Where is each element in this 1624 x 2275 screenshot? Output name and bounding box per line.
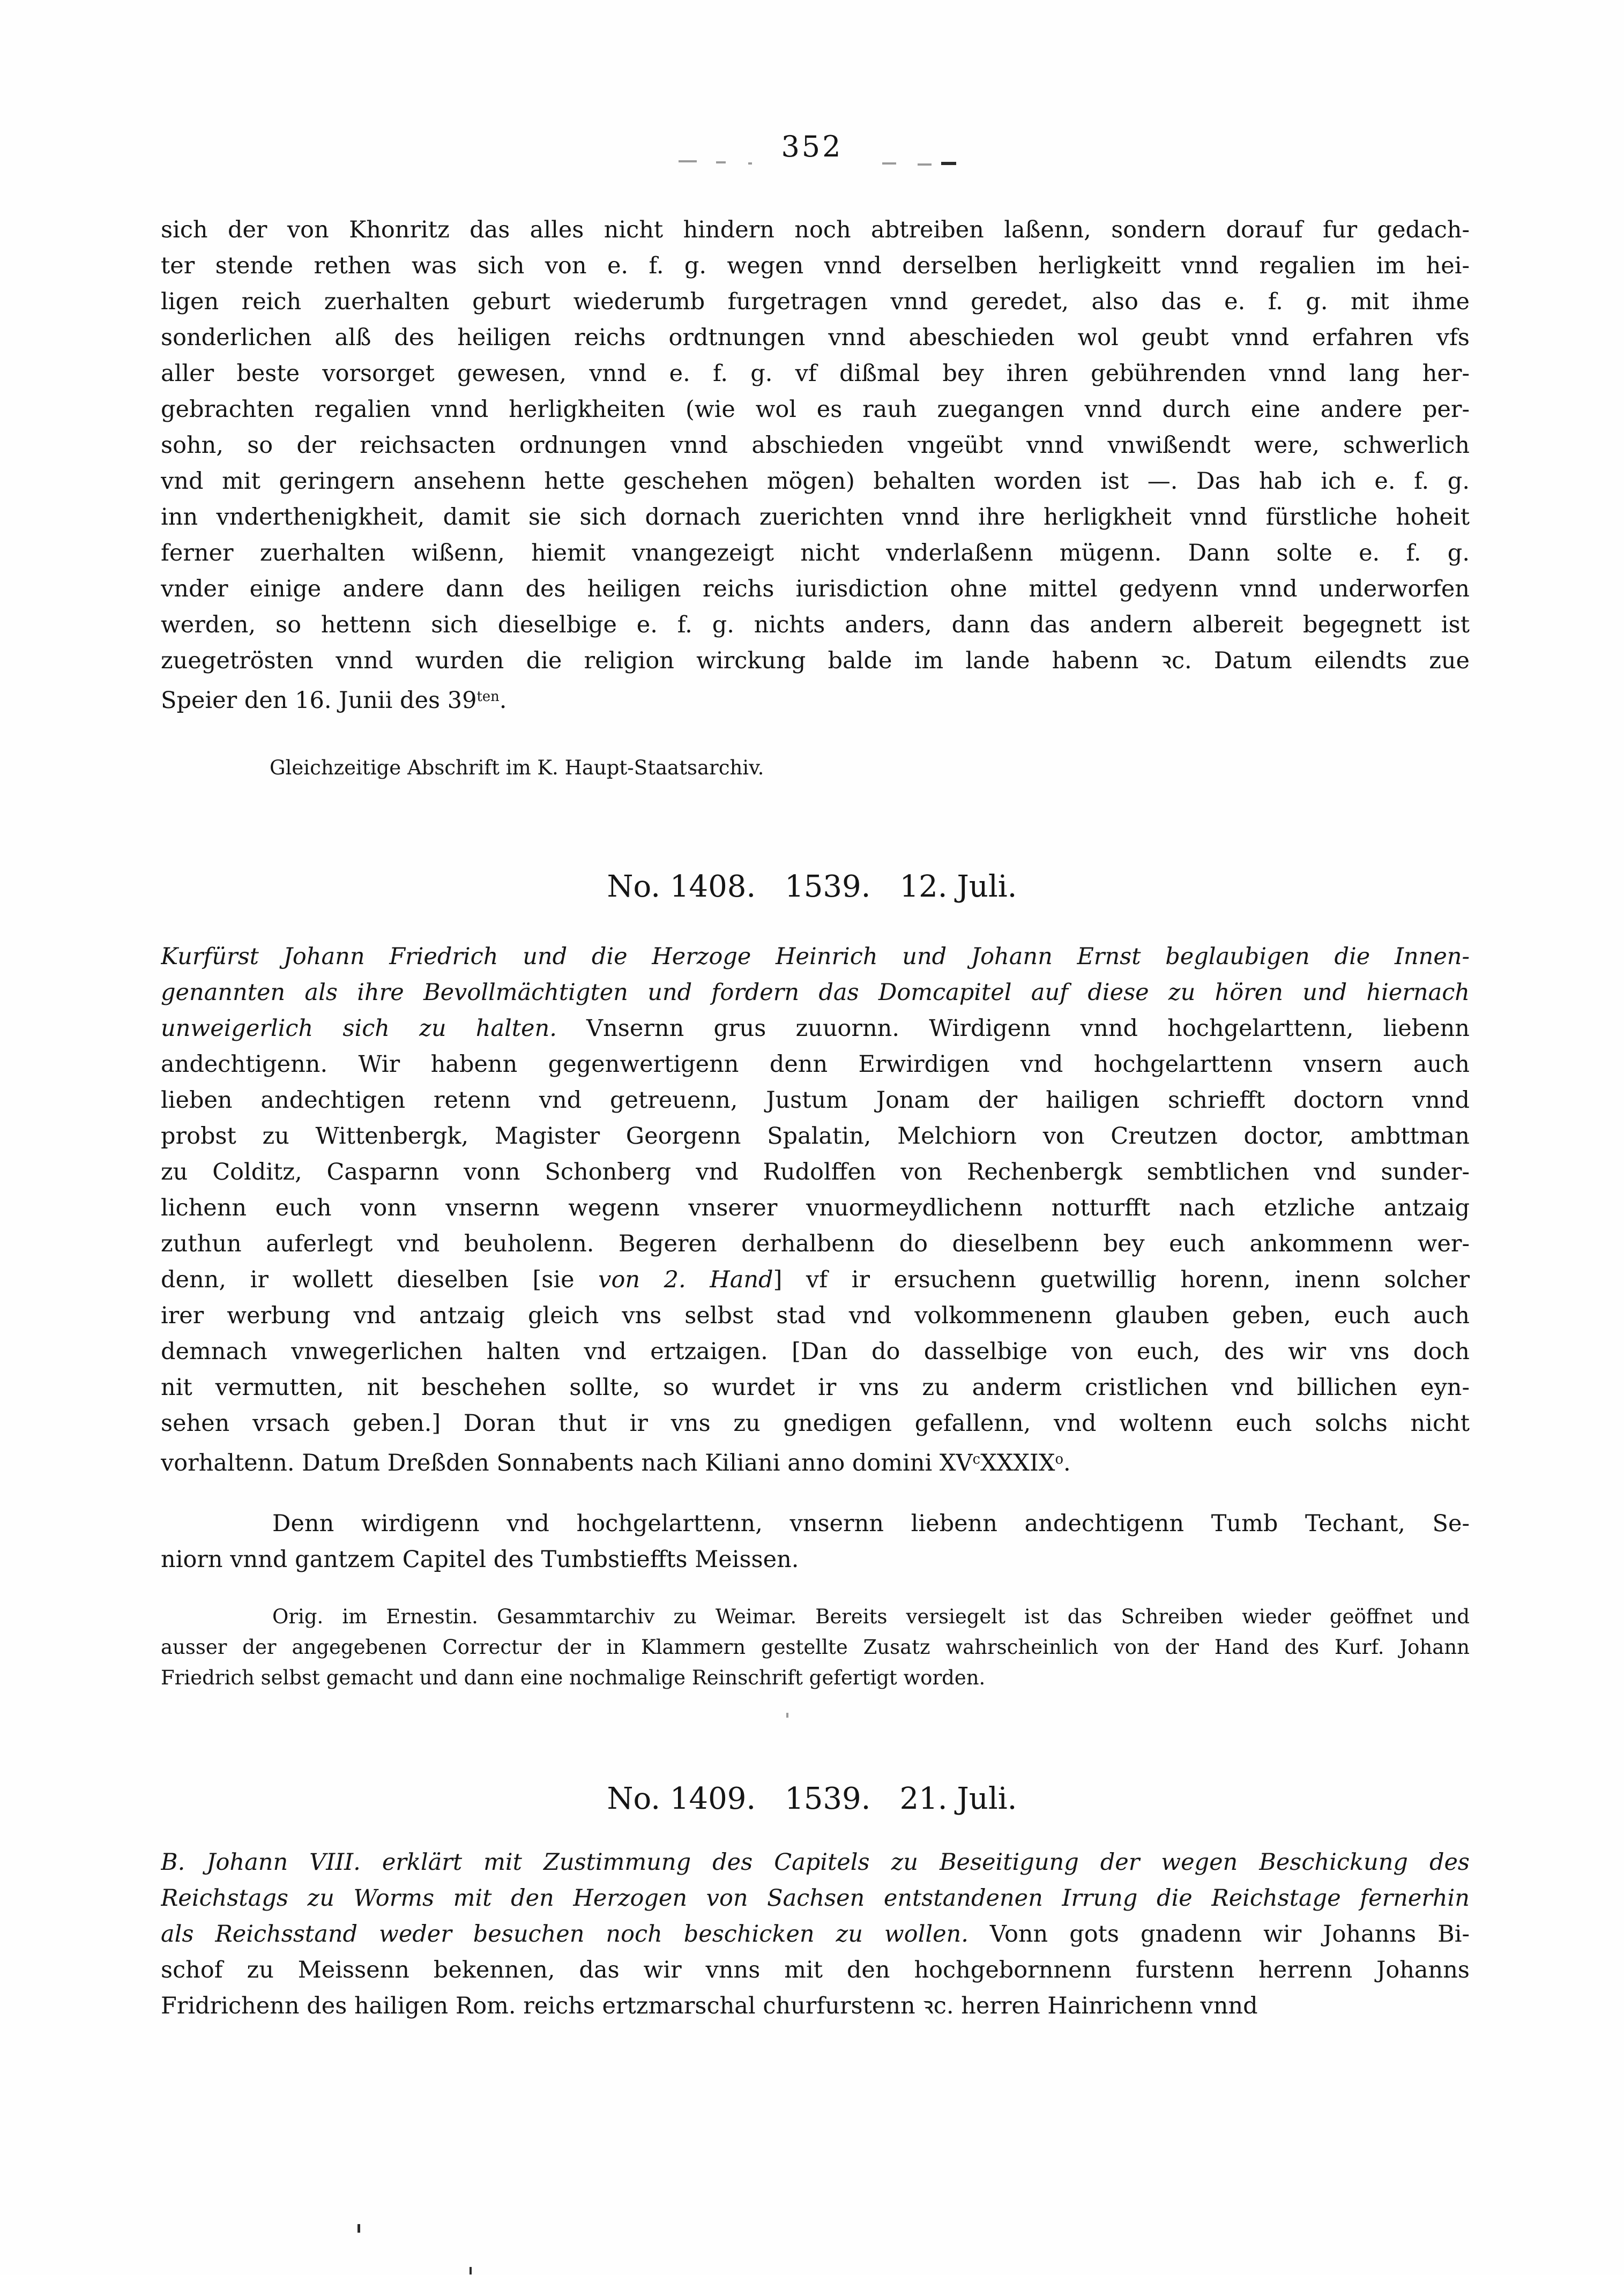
text-line: sonderlichen alß des heiligen reichs ordtnungen vnnd abeschieden wol geubt vnnd erfahren vfs <box>161 324 1470 351</box>
source-note-1408 <box>161 1601 1470 1693</box>
text-line: ligen reich zuerhalten geburt wiederumb furgetragen vnnd geredet, also das e. f. g. mit ihme <box>161 288 1470 315</box>
text-line: B. Johann VIII. erklärt mit Zustimmung des Capitels zu Beseitigung der wegen Beschickung des <box>161 1849 1470 1876</box>
text-line: Friedrich selbst gemacht und dann eine nochmalige Reinschrift gefertigt worden. <box>161 1666 986 1689</box>
text-line: Fridrichenn des hailigen Rom. reichs ertzmarschal churfurstenn ꝛc. herren Hainrichenn vnnd <box>161 1993 1258 2019</box>
text-line: sohn, so der reichsacten ordnungen vnnd abschieden vngeübt vnnd vnwißendt were, schwerlich <box>161 432 1470 459</box>
heading-part: 1539. <box>785 869 871 904</box>
text-line: Reichstags zu Worms mit den Herzogen von Sachsen entstandenen Irrung die Reichstage fernerhin <box>161 1885 1470 1912</box>
text-line: lieben andechtigen retenn vnd getreuenn, Justum Jonam der hailigen schriefft doctorn vnnd <box>161 1087 1470 1114</box>
text-line: ferner zuerhalten wißenn, hiemit vnangezeigt nicht vnderlaßenn mügenn. Dann solte e. f. g. <box>161 540 1470 566</box>
source-note-1407 <box>270 752 1470 783</box>
letter-continuation-paragraph <box>161 212 1470 715</box>
heading-part: 12. Juli. <box>899 869 1017 904</box>
text-line: schof zu Meissenn bekennen, das wir vnns mit den hochgebornnenn furstenn herrenn Johanns <box>161 1957 1470 1983</box>
text-line: ausser der angegebenen Correctur der in Klammern gestellte Zusatz wahrscheinlich von der Hand des Kurf. Johann <box>161 1636 1470 1659</box>
text-line: vnder einige andere dann des heiligen reichs iurisdiction ohne mittel gedyenn vnnd underworfen <box>161 576 1470 602</box>
scan-artifact <box>748 162 752 165</box>
text-line: Kurfürst Johann Friedrich und die Herzoge Heinrich und Johann Ernst beglaubigen die Innen- <box>161 943 1470 970</box>
text-line: nit vermutten, nit beschehen sollte, so wurdet ir vns zu anderm cristlichen vnd billichen eyn- <box>161 1374 1470 1401</box>
heading-part: No. 1408. <box>607 869 756 904</box>
text-line: ter stende rethen was sich von e. f. g. wegen vnnd derselben herligkeitt vnnd regalien im hei- <box>161 252 1470 279</box>
scan-artifact <box>786 1713 788 1718</box>
text-line: sich der von Khonritz das alles nicht hindern noch abtreiben laßenn, sondern dorauf fur gedach- <box>161 217 1470 243</box>
text-line: werden, so hettenn sich dieselbige e. f. g. nichts anders, dann das andern albereit begegnett ist <box>161 611 1470 638</box>
text-line: denn, ir wollett dieselben [sie von 2. Hand] vf ir ersuchenn guetwillig horenn, inenn solcher <box>161 1266 1470 1293</box>
document-heading-1408 <box>0 869 1624 904</box>
text-line: andechtigenn. Wir habenn gegenwertigenn denn Erwirdigen vnd hochgelarttenn vnsern auch <box>161 1051 1470 1078</box>
document-1408-text <box>161 939 1470 1478</box>
text-line: gebrachten regalien vnnd herligkheiten (wie wol es rauh zuegangen vnnd durch eine andere per- <box>161 396 1470 423</box>
text-line: genannten als ihre Bevollmächtigten und fordern das Domcapitel auf diese zu hören und hiernach <box>161 979 1470 1006</box>
heading-part: No. 1409. <box>607 1781 756 1816</box>
text-line: demnach vnwegerlichen halten vnd ertzaigen. [Dan do dasselbige von euch, des wir vns doch <box>161 1338 1470 1365</box>
scan-artifact <box>882 162 896 165</box>
document-1408-address <box>161 1506 1470 1578</box>
text-line: Speier den 16. Junii des $39^{ten}$. <box>161 687 507 714</box>
text-line: vnd mit geringern ansehenn hette geschehen mögen) behalten worden ist —. Das hab ich e. f. g. <box>161 468 1470 495</box>
text-line: Orig. im Ernestin. Gesammtarchiv zu Weimar. Bereits versiegelt ist das Schreiben wieder geöffnet und <box>272 1605 1470 1628</box>
text-line: als Reichsstand weder besuchen noch beschicken zu wollen. Vonn gots gnadenn wir Johanns Bi- <box>161 1921 1470 1948</box>
text-line: inn vnderthenigkheit, damit sie sich dornach zuerichten vnnd ihre herligkheit vnnd fürstliche hoheit <box>161 504 1470 531</box>
heading-part: 21. Juli. <box>899 1781 1017 1816</box>
text-line: probst zu Wittenbergk, Magister Georgenn Spalatin, Melchiorn von Creutzen doctor, ambttman <box>161 1123 1470 1150</box>
text-line: vorhaltenn. Datum Dreßden Sonnabents nach Kiliani anno domini $XV^cXXXIX^o$. <box>161 1449 1071 1476</box>
heading-part: 1539. <box>785 1781 871 1816</box>
text-line: niorn vnnd gantzem Capitel des Tumbstieffts Meissen. <box>161 1546 799 1573</box>
text-line: sehen vrsach geben.] Doran thut ir vns zu gnedigen gefallenn, vnd woltenn euch solchs nicht <box>161 1410 1470 1437</box>
scan-artifact <box>470 2267 472 2274</box>
document-1409-text <box>161 1845 1470 2024</box>
scan-artifact <box>716 161 726 163</box>
text-line: lichenn euch vonn vnsernn wegenn vnserer vnuormeydlichenn notturfft nach etzliche antzaig <box>161 1195 1470 1221</box>
text-line: aller beste vorsorget gewesen, vnnd e. f. g. vf dißmal bey ihren gebührenden vnnd lang her- <box>161 360 1470 387</box>
scan-artifact <box>357 2224 360 2233</box>
scan-artifact <box>918 163 932 166</box>
text-line: zu Colditz, Casparnn vonn Schonberg vnd Rudolffen von Rechenbergk sembtlichen vnd sunder- <box>161 1159 1470 1185</box>
text-line: zuthun auferlegt vnd beuholenn. Begeren derhalbenn do dieselbenn bey euch ankommenn wer- <box>161 1230 1470 1257</box>
text-line: unweigerlich sich zu halten. Vnsernn grus zuuornn. Wirdigenn vnnd hochgelarttenn, liebenn <box>161 1015 1470 1042</box>
scan-artifact <box>941 162 956 165</box>
scan-artifact <box>679 160 697 162</box>
text-line: zuegetrösten vnnd wurden die religion wirckung balde im lande habenn ꝛc. Datum eilendts zue <box>161 647 1470 674</box>
text-line: Denn wirdigenn vnd hochgelarttenn, vnsernn liebenn andechtigenn Tumb Techant, Se- <box>272 1510 1470 1537</box>
text-line: irer werbung vnd antzaig gleich vns selbst stad vnd volkommenenn glauben geben, euch auch <box>161 1302 1470 1329</box>
document-heading-1409 <box>0 1781 1624 1816</box>
page-number: 352 <box>781 130 843 163</box>
text-line: Gleichzeitige Abschrift im K. Haupt-Staatsarchiv. <box>270 756 764 779</box>
